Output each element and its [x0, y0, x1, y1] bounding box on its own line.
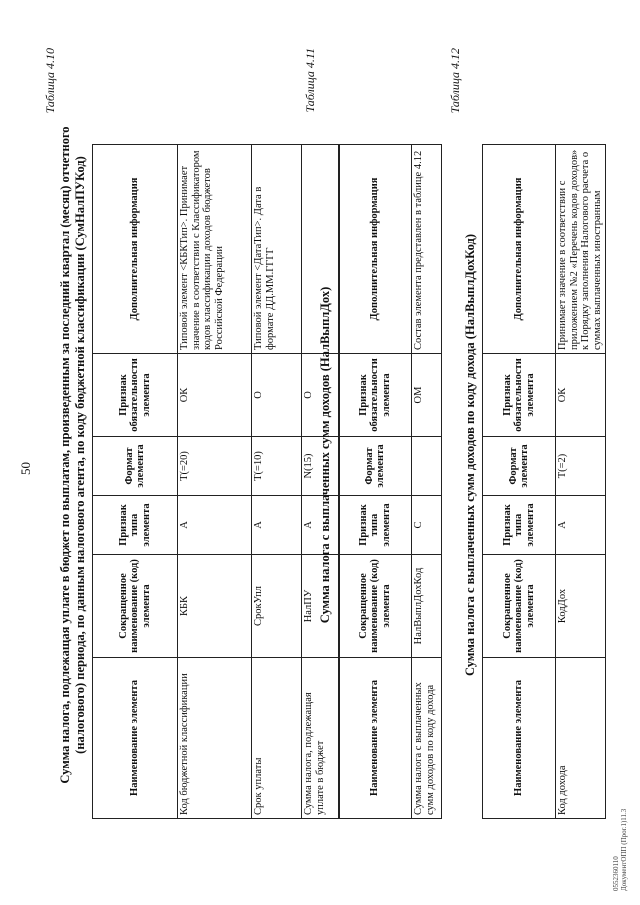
cell-code: КБК [178, 555, 252, 658]
header-required-flag: Признак обязательности элемента [483, 354, 556, 437]
cell-format: N(15) [302, 437, 340, 496]
cell-info: Типовой элемент <КБКТип>. Принимает значение в соответствии с Классификатором кодов классификации доходов бюджетов Российской Федерации [178, 145, 252, 354]
cell-name: Сумма налога с выплаченных сумм доходов по коду дохода [412, 658, 442, 819]
table-4-12-title: Сумма налога с выплаченных сумм доходов по коду дохода (НалВыплДохКод) [463, 234, 477, 676]
header-additional-info: Дополнительная информация [483, 145, 556, 354]
cell-required: О [252, 354, 302, 437]
cell-type: А [252, 496, 302, 555]
header-required-flag: Признак обязательности элемента [93, 354, 178, 437]
cell-format: T(=20) [178, 437, 252, 496]
header-additional-info: Дополнительная информация [339, 145, 412, 354]
cell-format: T(=10) [252, 437, 302, 496]
header-element-name: Наименование элемента [339, 658, 412, 819]
cell-required: О [302, 354, 340, 437]
table-4-12-label: Таблица 4.12 [448, 48, 462, 114]
cell-type: С [412, 496, 442, 555]
table-4-10 [92, 144, 340, 819]
header-format: Формат элемента [483, 437, 556, 496]
cell-required: ОК [178, 354, 252, 437]
cell-info: Типовой элемент <ДатаТип>. Дата в формате ДД.ММ.ГГГГ [252, 145, 302, 354]
cell-required: ОК [556, 354, 606, 437]
table-header-row [339, 145, 412, 819]
table-4-10-label: Таблица 4.10 [43, 48, 57, 114]
cell-type: А [178, 496, 252, 555]
header-type-flag: Признак типа элемента [93, 496, 178, 555]
footer-line-2: ДокументОПП (Прог.1)11.3 [620, 808, 628, 891]
table-header-row [483, 145, 556, 819]
table-4-10-title [58, 45, 88, 865]
header-short-name: Сокращенное наименование (код) элемента [93, 555, 178, 658]
header-additional-info: Дополнительная информация [93, 145, 178, 354]
header-type-flag: Признак типа элемента [483, 496, 556, 555]
cell-name: Сумма налога, подлежащая уплате в бюджет [302, 658, 340, 819]
cell-info: Принимает значение в соответствии с приложением №2 «Перечень кодов доходов» к Порядку заполнения Налогового расчета о суммах выплаченных иностранным [556, 145, 606, 354]
table-4-10-title-line2: (налогового) периода, по данным налогового агента, по коду бюджетной классификации (СумНалПУКод) [73, 156, 87, 754]
header-short-name: Сокращенное наименование (код) элемента [339, 555, 412, 658]
table-4-10-title-line1: Сумма налога, подлежащая уплате в бюджет по выплатам, произведенным за последний квартал (месяц) отчетного [58, 126, 72, 784]
table-4-11-title: Сумма налога с выплаченных сумм доходов (НалВыплДох) [318, 286, 332, 624]
header-element-name: Наименование элемента [93, 658, 178, 819]
cell-name: Срок уплаты [252, 658, 302, 819]
cell-name: Код дохода [556, 658, 606, 819]
cell-type: А [302, 496, 340, 555]
header-short-name: Сокращенное наименование (код) элемента [483, 555, 556, 658]
cell-code: НалПУ [302, 555, 340, 658]
cell-code: СрокУпл [252, 555, 302, 658]
header-type-flag: Признак типа элемента [339, 496, 412, 555]
cell-code: НалВыплДохКод [412, 555, 442, 658]
table-row [412, 145, 442, 819]
header-format: Формат элемента [339, 437, 412, 496]
table-4-11-label: Таблица 4.11 [303, 48, 317, 113]
table-row [178, 145, 252, 819]
header-required-flag: Признак обязательности элемента [339, 354, 412, 437]
table-row [556, 145, 606, 819]
cell-format [412, 437, 442, 496]
cell-type: А [556, 496, 606, 555]
header-element-name: Наименование элемента [483, 658, 556, 819]
page-number: 50 [18, 462, 33, 475]
table-4-11 [338, 144, 442, 819]
table-4-12 [482, 144, 606, 819]
table-row [252, 145, 302, 819]
cell-required: ОМ [412, 354, 442, 437]
cell-info: Состав элемента представлен в таблице 4.12 [412, 145, 442, 354]
cell-name: Код бюджетной классификации [178, 658, 252, 819]
footer-print-mark [612, 809, 628, 891]
footer-line-1: 0552360110 [612, 856, 620, 891]
cell-format: T(=2) [556, 437, 606, 496]
header-format: Формат элемента [93, 437, 178, 496]
cell-code: КодДох [556, 555, 606, 658]
table-header-row [93, 145, 178, 819]
